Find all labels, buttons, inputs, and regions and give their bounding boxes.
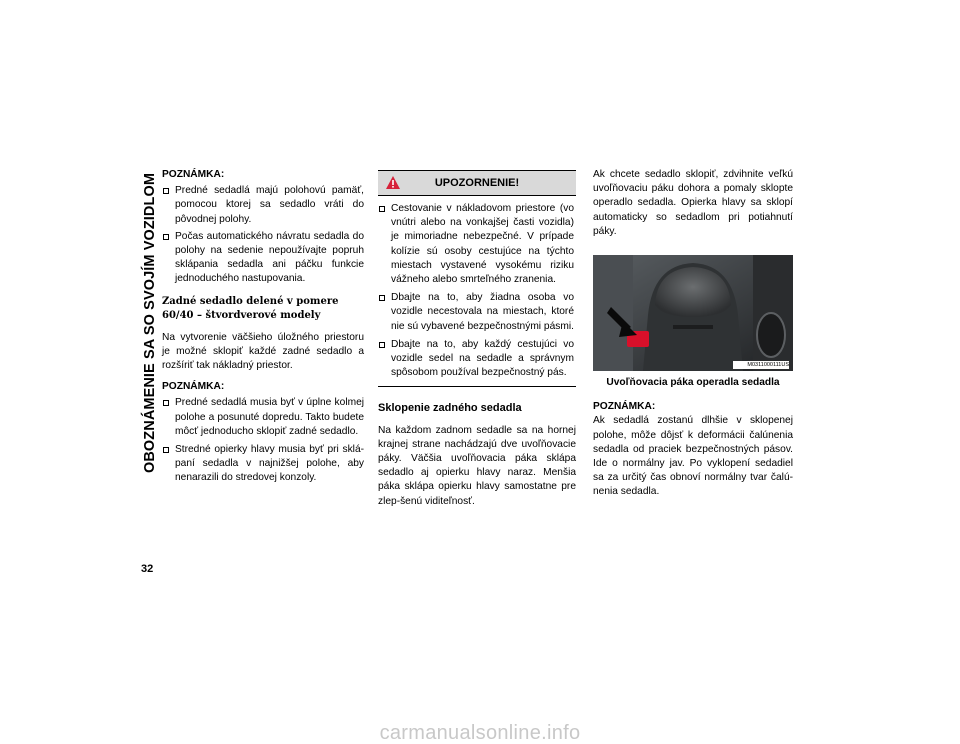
list-item-text: Dbajte na to, aby žiadna osoba vo vozidle necestovala na miestach, ktoré nie sú vybavené bezpečnostnými pásmi. xyxy=(391,292,574,332)
checkbox-bullet-icon xyxy=(379,295,385,301)
page-number: 32 xyxy=(141,563,154,575)
list-item-text: Predné sedadlá musia byť v úplne kolmej polohe a posunuté dopredu. Takto budete môcť jednoducho sklopiť zadné sedadlo. xyxy=(175,397,364,437)
checkbox-bullet-icon xyxy=(379,206,385,212)
note-list xyxy=(162,184,364,286)
site-watermark: carmanualsonline.info xyxy=(379,721,581,744)
body-paragraph: Ak chcete sedadlo sklopiť, zdvihnite veľkú uvoľňovaciu páku dohora a pomaly sklopte operadlo sedadla. Opierka hlavy sa sklopí automaticky so sedadlom pri potiahnutí páky. xyxy=(593,169,793,237)
checkbox-bullet-icon xyxy=(163,234,169,240)
note-label: POZNÁMKA: xyxy=(593,401,656,413)
checkbox-bullet-icon xyxy=(163,447,169,453)
warning-title: UPOZORNENIE! xyxy=(434,177,520,189)
image-caption: Uvoľňovacia páka operadla sedadla xyxy=(606,377,780,389)
list-item xyxy=(378,338,574,381)
list-item xyxy=(378,202,574,287)
list-item xyxy=(162,396,364,439)
column-middle xyxy=(378,170,576,509)
list-item-text: Predné sedadlá majú polohovú pamäť, pomocou ktorej sa sedadlo vráti do pôvodnej polohy. xyxy=(175,185,364,225)
body-paragraph: Na každom zadnom sedadle sa na hornej krajnej strane nachádzajú dve uvoľňovacie páky. Väčšia uvoľňovacia páka sklápa sedadlo aj opierku hlavy naraz. Menšia páka sklápa opierku hlavy samostatne pre zlep-šenú viditeľnosť. xyxy=(378,424,576,507)
list-item xyxy=(162,443,364,486)
list-item-text: Stredné opierky hlavy musia byť pri sklá-paní sedadla v najnižšej polohe, aby nenarazili do stredovej konzoly. xyxy=(175,444,364,484)
note-label: POZNÁMKA: xyxy=(162,381,225,393)
list-item xyxy=(378,291,574,334)
list-item-text: Počas automatického návratu sedadla do polohy na sedenie nepoužívajte popruh sklápania sedadla ani páčku funkcie jednoduchého nastupovania. xyxy=(175,230,364,285)
note-label: POZNÁMKA: xyxy=(162,169,225,180)
warning-box xyxy=(378,170,576,387)
column-right xyxy=(593,168,793,500)
checkbox-bullet-icon xyxy=(379,342,385,348)
section-heading: Sklopenie zadného sedadla xyxy=(378,402,522,415)
seat-photo-illustration xyxy=(593,255,793,371)
list-item xyxy=(162,230,364,287)
seat-release-lever-photo xyxy=(593,255,793,371)
section-side-title-text: OBOZNÁMENIE SA SO SVOJÍM VOZIDLOM xyxy=(141,172,158,473)
checkbox-bullet-icon xyxy=(163,188,169,194)
list-item xyxy=(162,184,364,227)
note-paragraph: Ak sedadlá zostanú dlhšie v sklopenej polohe, môže dôjsť k deformácii čalúnenia sedadla od praciek bezpečnostných pásov. Ide o normálny jav. Po vyklopení sedadiel sa za určitý čas obnoví normálny tvar čalú-nenia sedadla. xyxy=(593,415,793,498)
column-left xyxy=(162,168,364,486)
warning-header xyxy=(378,171,576,196)
list-item-text: Dbajte na to, aby každý cestujúci vo vozidle sedel na sedadle a správnym spôsobom používal bezpečnostný pás. xyxy=(391,338,574,379)
section-heading: Zadné sedadlo delené v pomere 60/40 – štvordverové modely xyxy=(162,295,339,321)
section-side-title xyxy=(135,155,165,490)
note-list xyxy=(162,396,364,485)
warning-list xyxy=(378,196,576,386)
checkbox-bullet-icon xyxy=(163,400,169,406)
image-code: M0311000111US xyxy=(747,362,789,369)
body-paragraph: Na vytvorenie väčšieho úložného priestoru je možné sklopiť každé zadné sedadlo a rozšíriť tak nákladný priestor. xyxy=(162,331,364,372)
list-item-text: Cestovanie v nákladovom priestore (vo vnútri alebo na vonkajšej časti vozidla) je mimoriadne nebezpečné. V prípade kolízie sú osoby cestujúce na týchto miestach vystavené vysokému riziku vážneho alebo smrteľného zranenia. xyxy=(391,203,574,286)
